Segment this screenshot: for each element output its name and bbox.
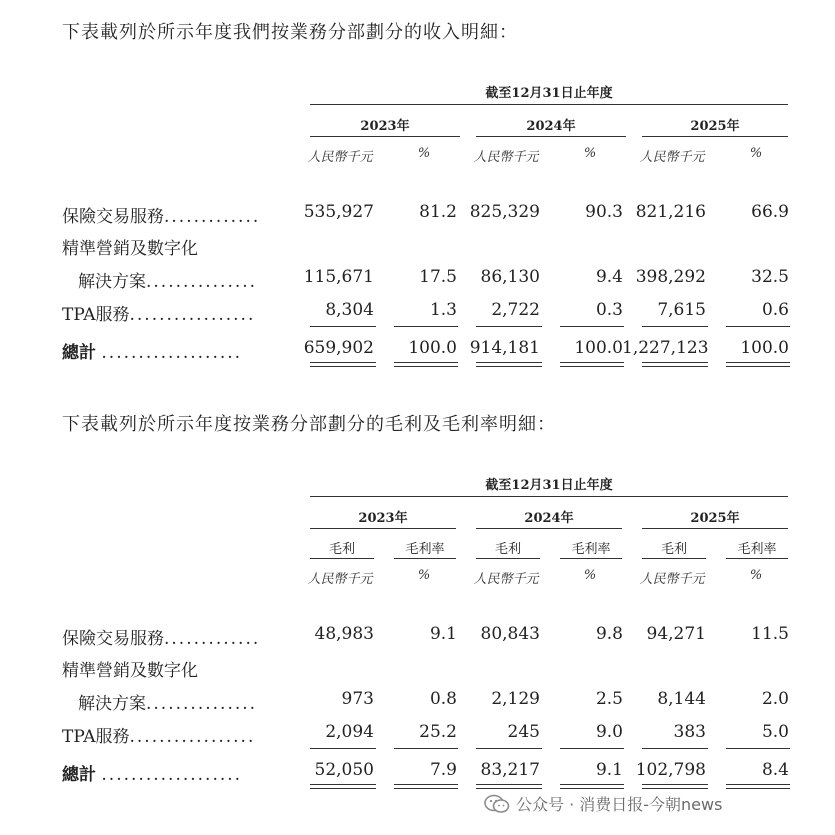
total-double-rule	[476, 784, 542, 789]
table-cell: 1.3	[429, 300, 457, 320]
table-cell: 383	[673, 722, 706, 742]
row-label-marketing: 精準營銷及數字化	[62, 239, 198, 259]
unit-label: %	[417, 568, 431, 583]
unit-label: 人民幣千元	[639, 150, 705, 165]
year-rule	[310, 136, 460, 137]
subheader-gross-margin: 毛利率	[405, 542, 445, 557]
table-cell: 8,144	[657, 689, 706, 709]
subheader-gross-margin: 毛利率	[571, 542, 611, 557]
unit-label: 人民幣千元	[639, 572, 705, 587]
year-rule	[642, 528, 788, 529]
table-cell: 825,329	[469, 202, 540, 222]
subheader-rule	[642, 558, 706, 559]
total-double-rule	[394, 784, 458, 789]
subheader-rule	[394, 558, 456, 559]
table-cell: 0.6	[761, 300, 789, 320]
row-label-marketing: 精準營銷及數字化	[62, 661, 198, 681]
subheader-rule	[726, 558, 788, 559]
unit-label: 人民幣千元	[473, 150, 539, 165]
table-cell: 2.0	[761, 689, 789, 709]
table-cell: 17.5	[419, 267, 457, 287]
table-cell: 9.4	[595, 267, 623, 287]
table-cell: 973	[341, 689, 374, 709]
year-2024: 2024年	[524, 511, 574, 526]
subheader-rule	[560, 558, 622, 559]
table-cell: 0.3	[595, 300, 623, 320]
total-double-rule	[310, 362, 376, 367]
year-rule	[476, 136, 626, 137]
row-label-solutions: 解決方案...............	[78, 272, 258, 292]
total-cell: 100.0	[574, 338, 623, 358]
total-double-rule	[394, 362, 458, 367]
total-double-rule	[642, 784, 708, 789]
subheader-gross-margin: 毛利率	[737, 542, 777, 557]
total-double-rule	[560, 362, 624, 367]
table-cell: 90.3	[585, 202, 623, 222]
unit-label: %	[583, 146, 597, 161]
table-cell: 245	[507, 722, 540, 742]
table-cell: 8,304	[325, 300, 374, 320]
subtotal-rule	[476, 326, 542, 327]
table-cell: 32.5	[751, 267, 789, 287]
unit-label: 人民幣千元	[473, 572, 539, 587]
row-label-insurance: 保險交易服務.............	[62, 207, 261, 227]
subheader-gross-profit: 毛利	[328, 542, 355, 557]
year-rule	[642, 136, 788, 137]
total-cell: 914,181	[469, 338, 540, 358]
table-cell: 2,094	[325, 722, 374, 742]
table-cell: 821,216	[635, 202, 706, 222]
total-cell: 100.0	[740, 338, 789, 358]
watermark-text: 公众号 · 消费日报-今朝news	[516, 795, 723, 814]
year-2023: 2023年	[358, 511, 408, 526]
year-2024: 2024年	[526, 119, 576, 134]
table-cell: 66.9	[751, 202, 789, 222]
revenue-period-header: 截至12月31日止年度	[485, 86, 613, 101]
total-double-rule	[726, 362, 790, 367]
table-cell: 115,671	[303, 267, 374, 287]
total-cell: 659,902	[303, 338, 374, 358]
year-2025: 2025年	[690, 119, 740, 134]
subtotal-rule	[726, 326, 790, 327]
subheader-gross-profit: 毛利	[660, 542, 687, 557]
gross-profit-intro: 下表載列於所示年度按業務分部劃分的毛利及毛利率明細：	[62, 414, 556, 435]
subtotal-rule	[560, 748, 624, 749]
total-cell: 8.4	[761, 760, 789, 780]
table-cell: 80,843	[480, 624, 540, 644]
table-cell: 7,615	[657, 300, 706, 320]
subtotal-rule	[476, 748, 542, 749]
row-label-insurance: 保險交易服務.............	[62, 629, 261, 649]
year-rule	[310, 528, 456, 529]
table-cell: 2,129	[491, 689, 540, 709]
table-cell: 25.2	[419, 722, 457, 742]
subheader-rule	[310, 558, 374, 559]
year-2023: 2023年	[360, 119, 410, 134]
revenue-intro: 下表載列於所示年度我們按業務分部劃分的收入明細：	[62, 22, 518, 43]
row-label-tpa: TPA服務.................	[62, 727, 256, 747]
total-cell: 52,050	[314, 760, 374, 780]
row-label-tpa: TPA服務.................	[62, 305, 256, 325]
total-double-rule	[726, 784, 790, 789]
total-double-rule	[310, 784, 376, 789]
table-cell: 2.5	[595, 689, 623, 709]
row-label-solutions: 解決方案...............	[78, 694, 258, 714]
total-double-rule	[560, 784, 624, 789]
header-rule	[310, 104, 788, 105]
total-cell: 1,227,123	[622, 338, 709, 358]
table-cell: 81.2	[419, 202, 457, 222]
subtotal-rule	[310, 326, 376, 327]
gp-period-header: 截至12月31日止年度	[485, 478, 613, 493]
watermark	[484, 792, 722, 815]
unit-label: %	[749, 568, 763, 583]
unit-label: %	[417, 146, 431, 161]
unit-label: %	[749, 146, 763, 161]
table-cell: 398,292	[635, 267, 706, 287]
subtotal-rule	[394, 748, 458, 749]
subtotal-rule	[642, 326, 708, 327]
total-cell: 9.1	[595, 760, 623, 780]
table-cell: 11.5	[751, 624, 789, 644]
table-cell: 2,722	[491, 300, 540, 320]
table-cell: 94,271	[646, 624, 706, 644]
subtotal-rule	[560, 326, 624, 327]
unit-label: 人民幣千元	[307, 150, 373, 165]
row-label-total: 總計 ...................	[62, 765, 243, 785]
table-cell: 9.8	[595, 624, 623, 644]
table-cell: 0.8	[429, 689, 457, 709]
total-cell: 102,798	[635, 760, 706, 780]
table-cell: 9.1	[429, 624, 457, 644]
total-double-rule	[476, 362, 542, 367]
table-cell: 9.0	[595, 722, 623, 742]
subtotal-rule	[394, 326, 458, 327]
subheader-gross-profit: 毛利	[494, 542, 521, 557]
total-cell: 100.0	[408, 338, 457, 358]
year-2025: 2025年	[690, 511, 740, 526]
subheader-rule	[476, 558, 540, 559]
table-cell: 48,983	[314, 624, 374, 644]
subtotal-rule	[310, 748, 376, 749]
subtotal-rule	[642, 748, 708, 749]
unit-label: %	[583, 568, 597, 583]
table-cell: 5.0	[761, 722, 789, 742]
total-cell: 7.9	[429, 760, 457, 780]
subtotal-rule	[726, 748, 790, 749]
row-label-total: 總計 ...................	[62, 343, 243, 363]
year-rule	[476, 528, 622, 529]
total-cell: 83,217	[480, 760, 540, 780]
header-rule	[310, 496, 788, 497]
table-cell: 86,130	[480, 267, 540, 287]
unit-label: 人民幣千元	[307, 572, 373, 587]
total-double-rule	[642, 362, 708, 367]
table-cell: 535,927	[303, 202, 374, 222]
wechat-icon	[484, 794, 510, 814]
